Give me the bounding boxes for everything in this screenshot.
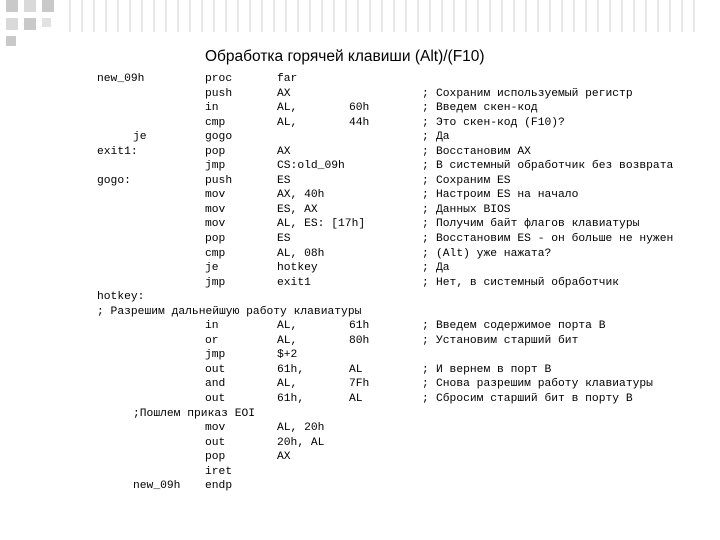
comment-marker: ; (422, 189, 429, 202)
code-mnemonic: jmp (205, 349, 226, 362)
code-line (0, 290, 720, 305)
code-label: hotkey: (97, 291, 145, 304)
code-mnemonic: out (205, 436, 226, 449)
code-comment: Нет, в системный обработчик (436, 276, 620, 289)
code-operand-2: 61h (349, 320, 370, 333)
code-mnemonic: in (205, 102, 219, 115)
code-mnemonic: mov (205, 422, 226, 435)
code-operand: 61h, (277, 393, 305, 406)
code-line (0, 421, 720, 436)
code-operand: far (277, 73, 298, 85)
code-mnemonic: and (205, 378, 226, 391)
code-label: new_09h (133, 480, 181, 493)
comment-marker: ; (422, 116, 429, 129)
code-comment: Данных BIOS (436, 203, 511, 216)
code-mnemonic: cmp (205, 247, 226, 260)
code-operand: AL, (277, 334, 298, 347)
code-mnemonic: jmp (205, 160, 226, 173)
code-comment: В системный обработчик без возврата (436, 160, 674, 173)
code-operand: AX (277, 145, 291, 158)
code-line (0, 203, 720, 218)
code-operand: ES, AX (277, 203, 318, 216)
code-operand-2: AL (349, 363, 363, 376)
code-comment-line: ;Пошлем приказ EOI (133, 407, 256, 420)
code-mnemonic: endp (205, 480, 233, 493)
code-line (0, 276, 720, 291)
code-operand: AL, 08h (277, 247, 325, 260)
code-comment: Снова разрешим работу клавиатуры (436, 378, 653, 391)
code-mnemonic: iret (205, 465, 233, 478)
code-operand: AX (277, 451, 291, 464)
code-line (0, 159, 720, 174)
code-operand: AL, (277, 102, 298, 115)
code-mnemonic: pop (205, 145, 226, 158)
code-mnemonic: pop (205, 451, 226, 464)
code-mnemonic: proc (205, 73, 233, 85)
code-line (0, 87, 720, 102)
code-comment: Сбросим старший бит в порту В (436, 393, 633, 406)
code-mnemonic: or (205, 334, 219, 347)
code-operand-2: 60h (349, 102, 370, 115)
code-mnemonic: pop (205, 233, 226, 246)
code-operand: AL, (277, 320, 298, 333)
code-mnemonic: mov (205, 218, 226, 231)
code-mnemonic: push (205, 87, 233, 100)
code-comment: Настроим ES на начало (436, 189, 579, 202)
code-comment: И вернем в порт В (436, 363, 552, 376)
code-label: gogo: (97, 174, 131, 187)
decorative-corner-squares (0, 0, 720, 48)
comment-marker: ; (422, 334, 429, 347)
code-label: new_09h (97, 73, 145, 85)
code-line (0, 247, 720, 262)
code-line (0, 232, 720, 247)
code-line (0, 174, 720, 189)
code-mnemonic: mov (205, 189, 226, 202)
code-comment: (Alt) уже нажата? (436, 247, 552, 260)
code-operand: 20h, AL (277, 436, 325, 449)
comment-marker: ; (422, 233, 429, 246)
code-comment: Это скен-код (F10)? (436, 116, 565, 129)
code-line (0, 436, 720, 451)
code-operand: AL, (277, 378, 298, 391)
comment-marker: ; (422, 393, 429, 406)
comment-marker: ; (422, 160, 429, 173)
code-mnemonic: cmp (205, 116, 226, 129)
code-mnemonic: push (205, 174, 233, 187)
code-label: je (133, 131, 147, 144)
code-operand: $+2 (277, 349, 298, 362)
comment-marker: ; (422, 262, 429, 275)
code-line (0, 305, 720, 320)
code-line (0, 392, 720, 407)
code-operand: ES (277, 174, 291, 187)
code-operand-2: 80h (349, 334, 370, 347)
comment-marker: ; (422, 218, 429, 231)
code-mnemonic: jmp (205, 276, 226, 289)
code-comment: Восстановим ES - он больше не нужен (436, 233, 674, 246)
code-line (0, 407, 720, 422)
code-operand-2: 44h (349, 116, 370, 129)
comment-marker: ; (422, 131, 429, 144)
code-mnemonic: mov (205, 203, 226, 216)
code-operand: AL, (277, 116, 298, 129)
code-comment: Установим старший бит (436, 334, 579, 347)
code-operand: exit1 (277, 276, 311, 289)
assembly-listing (0, 72, 720, 494)
comment-marker: ; (422, 276, 429, 289)
code-comment: Сохраним ES (436, 174, 511, 187)
comment-marker: ; (422, 87, 429, 100)
slide-title: Обработка горячей клавиши (Alt)/(F10) (205, 48, 485, 65)
code-mnemonic: in (205, 320, 219, 333)
code-mnemonic: gogo (205, 131, 233, 144)
code-mnemonic: out (205, 393, 226, 406)
code-line (0, 188, 720, 203)
comment-marker: ; (422, 247, 429, 260)
comment-marker: ; (422, 363, 429, 376)
code-line (0, 450, 720, 465)
code-operand: AL, 20h (277, 422, 325, 435)
code-line (0, 377, 720, 392)
code-comment: Получим байт флагов клавиатуры (436, 218, 640, 231)
code-line (0, 145, 720, 160)
code-line (0, 261, 720, 276)
code-line (0, 334, 720, 349)
code-operand: AL, ES: [17h] (277, 218, 366, 231)
code-comment: Да (436, 262, 450, 275)
code-comment: Да (436, 131, 450, 144)
corner-square-grid (6, 0, 54, 46)
code-operand: CS:old_09h (277, 160, 345, 173)
comment-marker: ; (422, 145, 429, 158)
comment-marker: ; (422, 102, 429, 115)
code-comment: Введем скен-код (436, 102, 538, 115)
code-mnemonic: out (205, 363, 226, 376)
code-operand-2: AL (349, 393, 363, 406)
code-line (0, 465, 720, 480)
code-line (0, 217, 720, 232)
comment-marker: ; (422, 203, 429, 216)
code-operand: AX (277, 87, 291, 100)
code-comment: Введем содержимое порта В (436, 320, 606, 333)
code-comment: Восстановим AX (436, 145, 531, 158)
comment-marker: ; (422, 174, 429, 187)
code-line (0, 72, 720, 87)
code-line (0, 116, 720, 131)
comment-marker: ; (422, 378, 429, 391)
code-line (0, 101, 720, 116)
code-line (0, 130, 720, 145)
code-line (0, 348, 720, 363)
code-operand: ES (277, 233, 291, 246)
code-mnemonic: je (205, 262, 219, 275)
code-label: exit1: (97, 145, 138, 158)
comment-marker: ; (422, 320, 429, 333)
code-line (0, 319, 720, 334)
code-comment: Сохраним используемый регистр (436, 87, 633, 100)
code-operand: 61h, (277, 363, 305, 376)
code-line (0, 479, 720, 494)
code-operand: AX, 40h (277, 189, 325, 202)
decorative-vertical-lines (70, 0, 694, 32)
code-comment-line: ; Разрешим дальнейшую работу клавиатуры (97, 305, 362, 318)
code-line (0, 363, 720, 378)
code-operand: hotkey (277, 262, 318, 275)
code-operand-2: 7Fh (349, 378, 370, 391)
